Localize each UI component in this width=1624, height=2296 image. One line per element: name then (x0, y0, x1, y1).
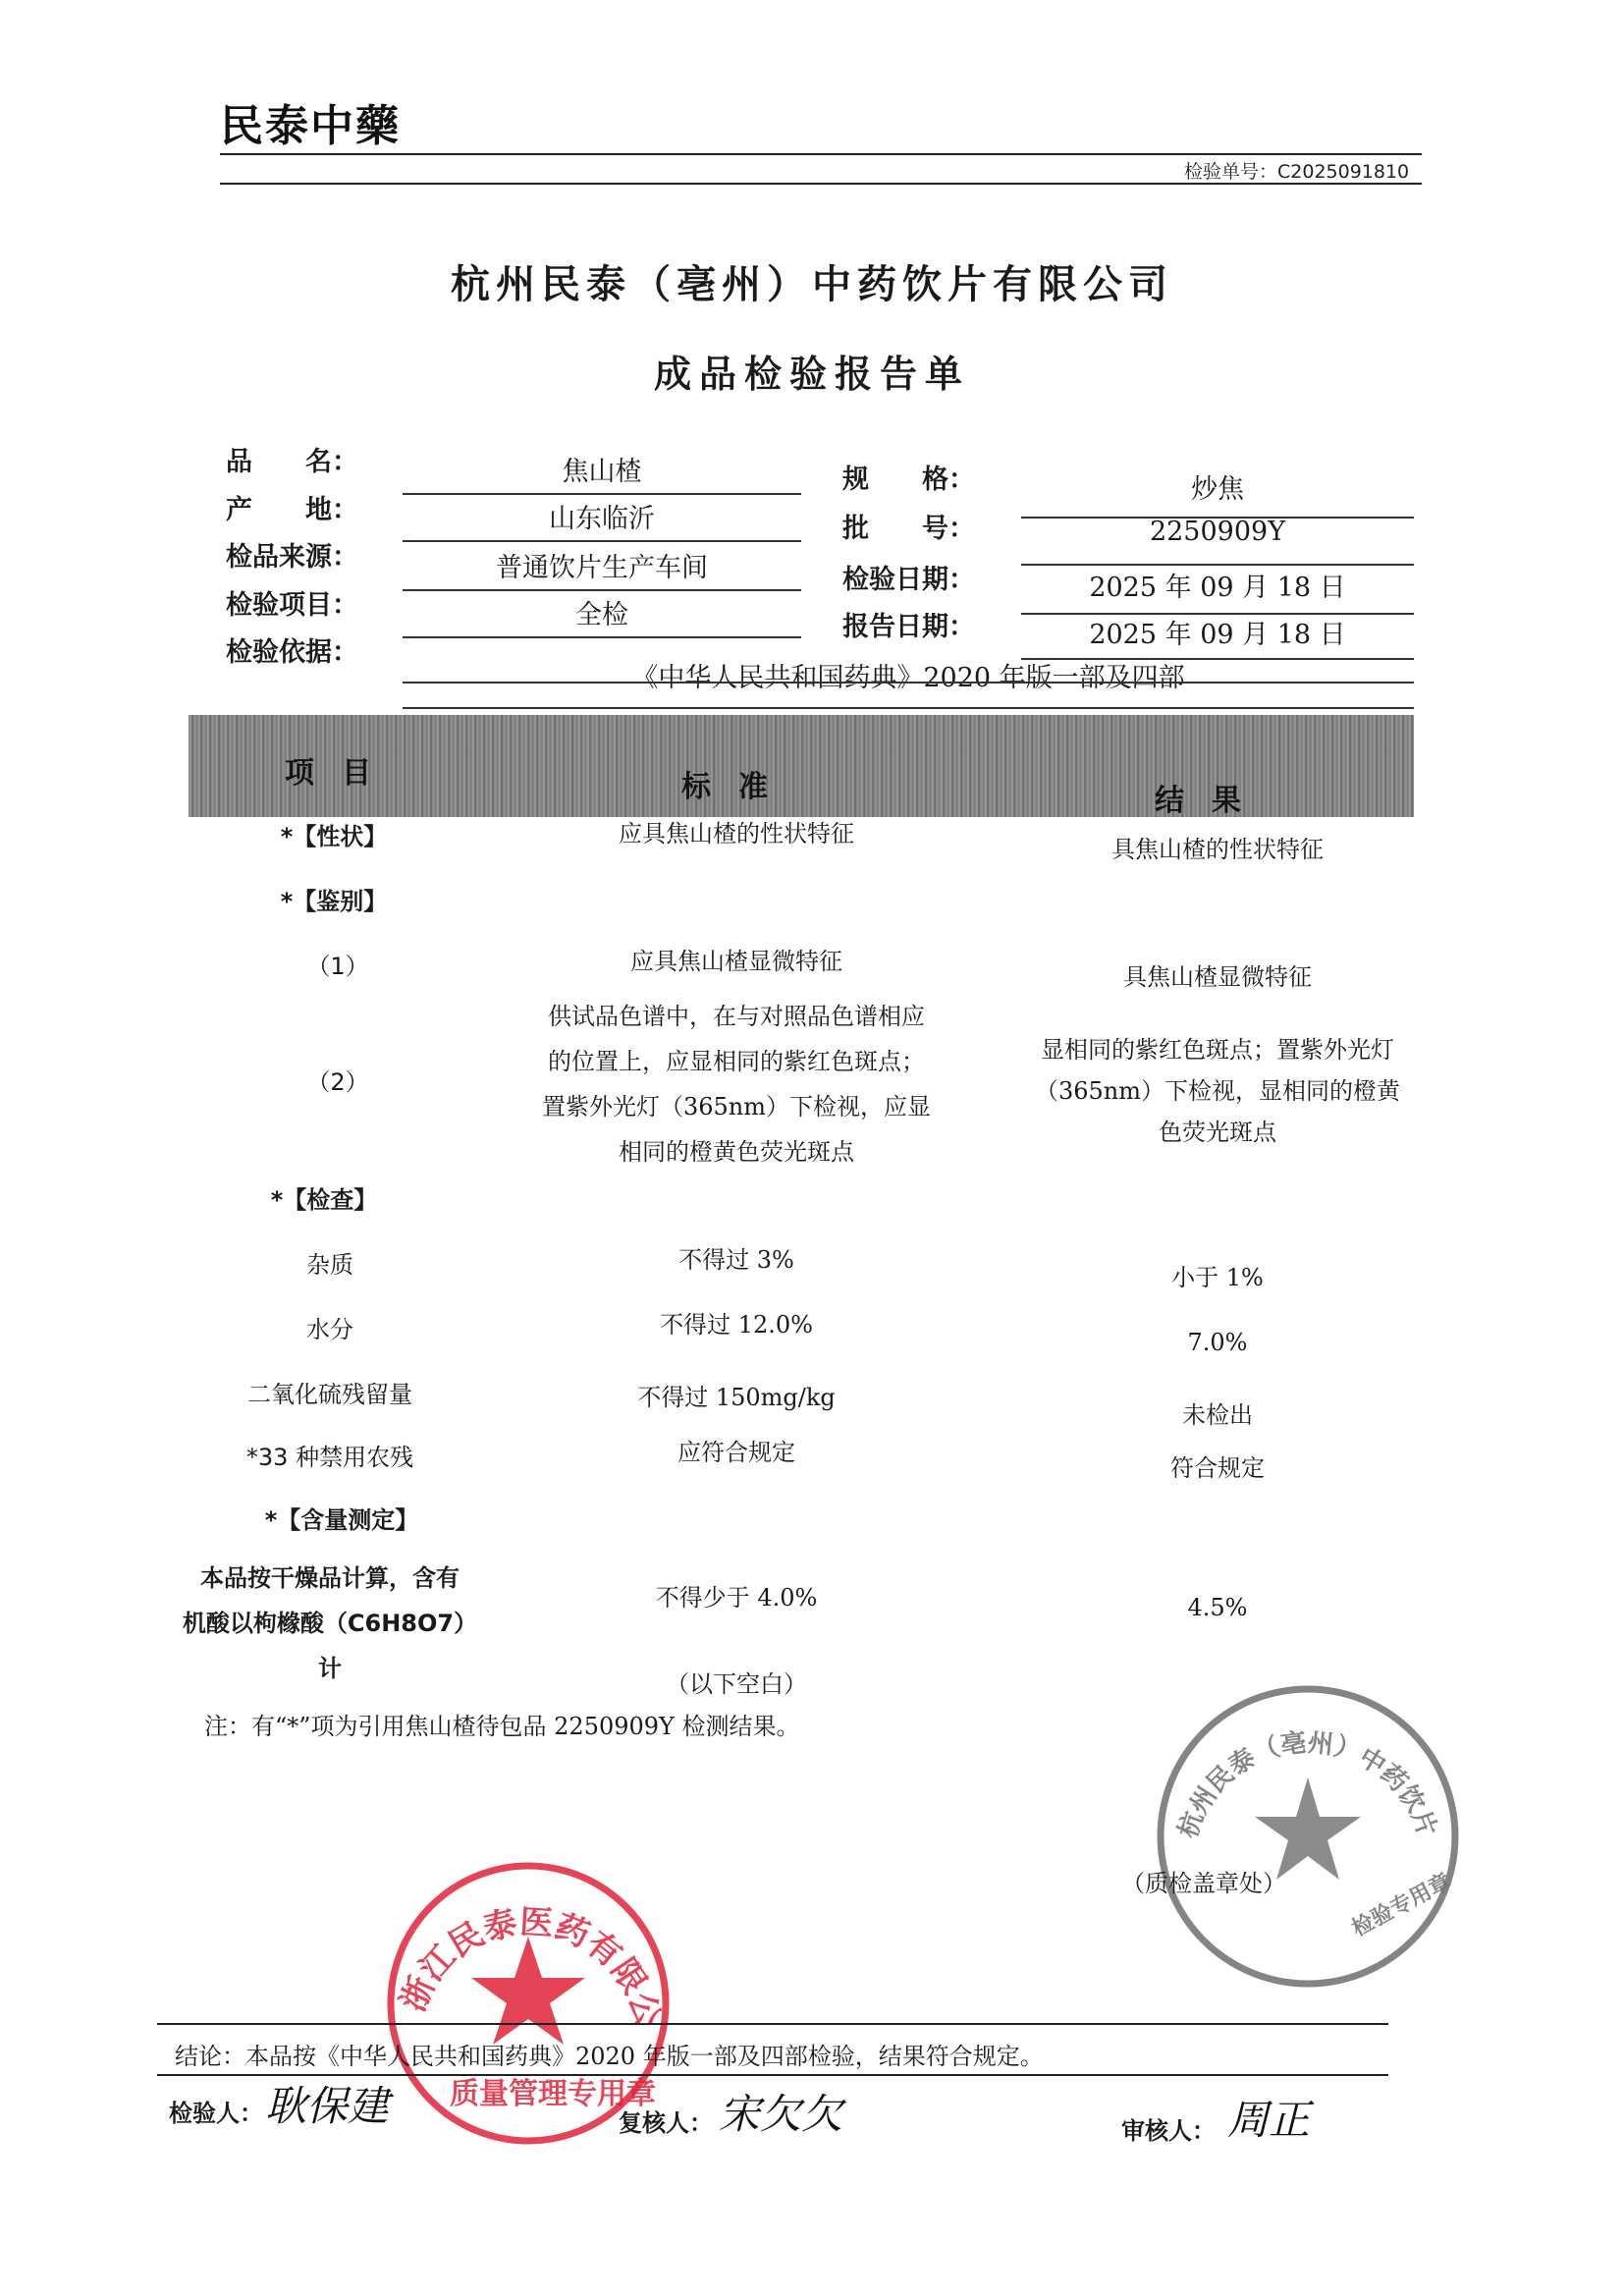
item-line: 机酸以枸橼酸（C6H8O7）计 (182, 1610, 478, 1682)
origin-label: 产 地： (226, 495, 358, 525)
basis-underline-2 (403, 707, 1414, 709)
company-name: 杭州民泰（亳州）中药饮片有限公司 (451, 261, 1173, 307)
standard-line: 的位置上，应显相同的紫红色斑点； (548, 1048, 925, 1075)
row-standard: 不得过 3% (678, 1246, 794, 1274)
row-item: 水分 (306, 1316, 353, 1343)
spec-label: 规 格： (842, 465, 975, 495)
name-underline (403, 493, 801, 495)
source-label: 检品来源： (226, 542, 358, 573)
name-label: 品 名： (226, 447, 358, 477)
reviewer-signature: 周正 (1227, 2096, 1311, 2144)
row-result-multiline (1001, 1029, 1434, 1153)
header-rule-top (220, 153, 1422, 155)
company-logo: 民泰中藥 (220, 101, 401, 151)
blank-note: （以下空白） (666, 1670, 807, 1698)
checker-signature: 宋欠欠 (719, 2090, 843, 2138)
row-item: （2） (306, 1068, 369, 1096)
spec-value: 炒焦 (1191, 474, 1244, 505)
row-result: 小于 1% (1171, 1264, 1264, 1291)
standard-line: 相同的橙黄色荧光斑点 (619, 1138, 854, 1166)
batch-label: 批 号： (842, 514, 975, 544)
row-standard: 应具焦山楂显微特征 (630, 948, 842, 975)
result-line: 色荧光斑点 (1159, 1119, 1276, 1146)
row-item: *【性状】 (280, 823, 388, 850)
report-date-label: 报告日期： (842, 612, 975, 642)
row-item: 二氧化硫残留量 (247, 1381, 412, 1408)
qc-stamp (1151, 1679, 1465, 1994)
row-item: （1） (306, 953, 369, 980)
test-item-underline (403, 636, 801, 638)
row-result: 具焦山楂显微特征 (1123, 963, 1312, 991)
basis-label: 检验依据： (226, 637, 358, 668)
svg-text:检验专用章: 检验专用章 (1348, 1869, 1455, 1942)
origin-value: 山东临沂 (549, 504, 655, 534)
row-standard: 不得过 12.0% (660, 1311, 813, 1339)
row-result: 未检出 (1182, 1401, 1253, 1429)
item-line: 本品按干燥品计算，含有 (200, 1564, 460, 1592)
test-item-label: 检验项目： (226, 590, 358, 621)
conclusion-rule-top (157, 2023, 1388, 2025)
origin-underline (403, 540, 801, 542)
inspector-signature: 耿保建 (265, 2082, 390, 2130)
qc-stamp-icon (1151, 1679, 1465, 1994)
document-title: 成品检验报告单 (653, 352, 970, 396)
test-date-label: 检验日期： (842, 565, 975, 595)
row-result: 符合规定 (1170, 1454, 1265, 1482)
basis-underline-1 (403, 682, 1414, 683)
row-item: *【检查】 (270, 1186, 378, 1214)
report-number: 检验单号：C2025091810 (1184, 161, 1410, 183)
standard-line: 供试品色谱中，在与对照品色谱相应 (548, 1003, 925, 1030)
test-item-value: 全检 (575, 600, 628, 630)
conclusion: 结论：本品按《中华人民共和国药典》2020 年版一部及四部检验，结果符合规定。 (175, 2043, 1044, 2070)
row-standard: 不得过 150mg/kg (637, 1384, 836, 1411)
result-line: （365nm）下检视，显相同的橙黄 (1034, 1077, 1401, 1105)
batch-value: 2250909Y (1149, 517, 1286, 547)
source-value: 普通饮片生产车间 (496, 553, 708, 583)
basis-value: 《中华人民共和国药典》2020 年版一部及四部 (631, 663, 1185, 693)
row-standard: 不得少于 4.0% (655, 1584, 818, 1612)
row-result: 7.0% (1187, 1329, 1248, 1356)
row-result: 4.5% (1187, 1594, 1248, 1621)
header-rule-bottom (220, 183, 1422, 185)
inspector-label: 检验人： (169, 2100, 263, 2127)
result-line: 显相同的紫红色斑点；置紫外光灯 (1041, 1036, 1394, 1064)
row-item: *33 种禁用农残 (245, 1444, 414, 1471)
reviewer-label: 审核人： (1121, 2117, 1216, 2145)
col-header-result: 结果 (1155, 784, 1269, 818)
footnote: 注：有“*”项为引用焦山楂待包品 2250909Y 检测结果。 (204, 1713, 800, 1740)
row-item: 杂质 (306, 1251, 353, 1279)
col-header-standard: 标准 (681, 770, 795, 804)
row-standard: 应具焦山楂的性状特征 (619, 820, 854, 847)
source-underline (403, 589, 801, 591)
standard-line: 置紫外光灯（365nm）下检视，应显 (541, 1093, 932, 1121)
checker-label: 复核人： (619, 2109, 713, 2137)
report-date-value: 2025 年 09 月 18 日 (1089, 620, 1346, 650)
svg-text:杭州民泰（亳州）中药饮片有限公司: 杭州民泰（亳州）中药饮片 (1173, 1728, 1442, 1842)
row-standard: 应符合规定 (677, 1439, 795, 1466)
name-value: 焦山楂 (562, 457, 642, 487)
test-date-value: 2025 年 09 月 18 日 (1089, 573, 1346, 603)
qc-stamp-caption: （质检盖章处） (1121, 1870, 1286, 1897)
row-item: *【鉴别】 (280, 888, 388, 915)
svg-text:浙江民泰医药有限公司: 浙江民泰医药有限公 (393, 1902, 669, 2032)
row-standard-multiline (511, 994, 962, 1175)
col-header-item: 项目 (285, 756, 399, 791)
row-item-multiline (173, 1556, 487, 1691)
report-date-underline (1021, 658, 1414, 660)
row-result: 具焦山楂的性状特征 (1111, 836, 1324, 863)
svg-text:质量管理专用章: 质量管理专用章 (450, 2077, 656, 2111)
row-item: *【含量测定】 (264, 1506, 419, 1534)
